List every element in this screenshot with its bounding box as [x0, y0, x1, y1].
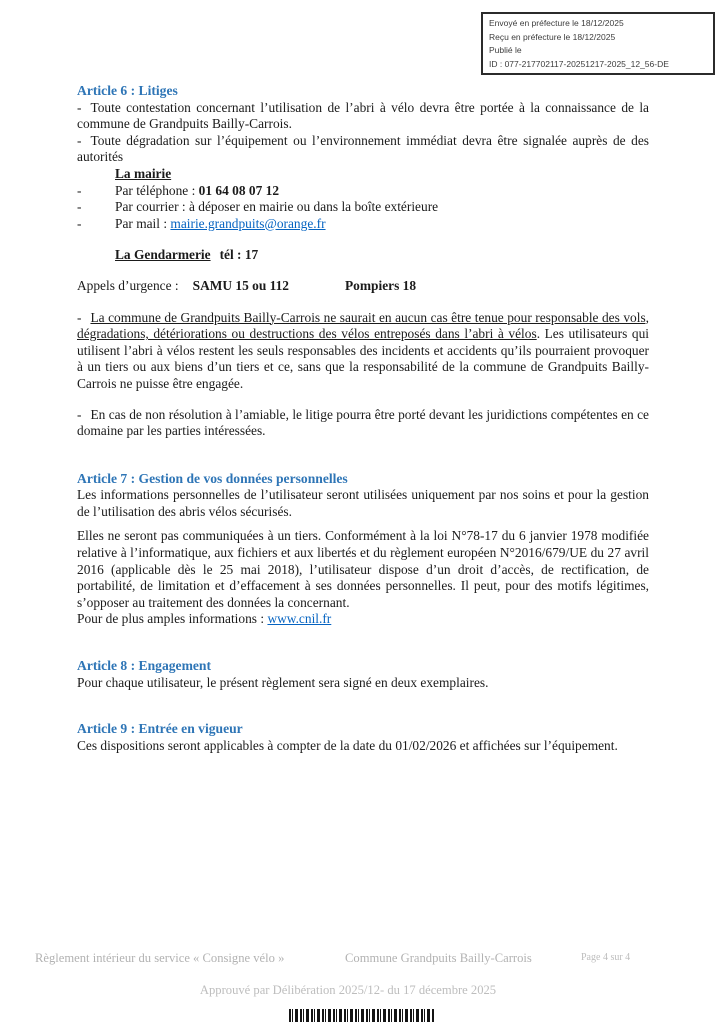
- contact-email-text: Par mail : mairie.grandpuits@orange.fr: [115, 215, 326, 231]
- litigation-text: En cas de non résolution à l’amiable, le litige pourra être porté devant les juridictions compétentes en ce domaine par les parties intéressées.: [77, 406, 649, 439]
- more-info-label: Pour de plus amples informations :: [77, 611, 268, 627]
- page-footer: [0, 951, 724, 969]
- article6-item1-text: Toute contestation concernant l’utilisation de l’abri à vélo devra être portée à la connaissance de la commune de Grandpuits Bailly-Carrois.: [77, 99, 649, 132]
- stamp-received-line: Reçu en préfecture le 18/12/2025: [489, 31, 616, 42]
- footer-approval-line: Approuvé par Délibération 2025/12- du 17 décembre 2025: [199, 983, 497, 997]
- phone-number: 01 64 08 07 12: [198, 182, 280, 198]
- gendarmerie-title: La Gendarmerie: [115, 247, 211, 263]
- footer-commune-name: Commune Grandpuits Bailly-Carrois: [345, 951, 532, 965]
- samu-number: SAMU 15 ou 112: [192, 277, 289, 293]
- emergency-label: Appels d’urgence :: [77, 277, 179, 293]
- responsibility-paragraph: [77, 310, 649, 393]
- footer-page-number: Page 4 sur 4: [581, 952, 631, 963]
- gendarmerie-tel: tél : 17: [219, 247, 259, 263]
- document-body: [77, 83, 649, 754]
- stamp-id-line: ID : 077-217702117-20251217-2025_12_56-DE: [489, 58, 669, 69]
- pompiers-number: Pompiers 18: [345, 277, 417, 293]
- article7-heading: Article 7 : Gestion de vos données personnelles: [77, 470, 348, 486]
- responsibility-rest: . Les utilisateurs qui utilisent l’abri à vélos restent les seuls responsables des incidents et accidents qu’ils pourraient provoquer à un tiers ou aux biens d’un tiers et ce, sans que la responsabilité de la commune de Grandpuits Bailly-Carrois ne puisse être engagée.: [77, 326, 649, 391]
- footer-document-title: Règlement intérieur du service « Consigne vélo »: [35, 951, 285, 965]
- article6-item-degradation: [77, 133, 649, 166]
- email-link[interactable]: mairie.grandpuits@orange.fr: [170, 215, 326, 231]
- gendarmerie-line: [115, 247, 649, 264]
- article6-heading: Article 6 : Litiges: [77, 83, 178, 98]
- contact-courrier-text: Par courrier : à déposer en mairie ou dans la boîte extérieure: [115, 199, 439, 215]
- mairie-title: La mairie: [115, 165, 172, 181]
- contact-phone-text: Par téléphone : 01 64 08 07 12: [115, 182, 280, 198]
- bullet-dash: -: [77, 199, 82, 215]
- contact-email-row: [77, 216, 649, 233]
- bullet-dash: -: [77, 215, 82, 231]
- contact-phone-row: [77, 183, 649, 200]
- barcode: [289, 1009, 434, 1022]
- bullet-dash: -: [77, 406, 82, 422]
- cnil-link[interactable]: www.cnil.fr: [267, 611, 332, 627]
- article7-more-info-line: [77, 611, 649, 628]
- contact-mail-postal-row: [77, 199, 649, 216]
- article6-item2-text: Toute dégradation sur l’équipement ou l’environnement immédiat devra être signalée auprès de des autorités: [77, 132, 649, 165]
- article9-paragraph: Ces dispositions seront applicables à compter de la date du 01/02/2026 et affichées sur l’équipement.: [77, 737, 618, 753]
- bullet-dash: -: [77, 132, 82, 148]
- article8-heading: Article 8 : Engagement: [77, 658, 212, 674]
- stamp-sent-line: Envoyé en préfecture le 18/12/2025: [489, 18, 624, 28]
- article7-paragraph1: Les informations personnelles de l’utilisateur seront utilisées uniquement par nos soins et pour la gestion de l’utilisation des abris vélos sécurisés.: [77, 487, 649, 519]
- article9-heading: Article 9 : Entrée en vigueur: [77, 721, 243, 737]
- bullet-dash: -: [77, 99, 82, 115]
- article7-paragraph2: Elles ne seront pas communiquées à un tiers. Conformément à la loi N°78-17 du 6 janvier 1978 modifiée relative à l’informatique, aux fichiers et aux libertés et du règlement européen N°2016/679/UE du 27 avril 2016 (applicable dès le 25 mai 2018), l’utilisateur dispose d’un droit d’accès, de rectification, de portabilité, de limitation et d’effacement à ses données personnelles. Il peut, pour des motifs légitimes, s’opposer au traitement des données la concernant.: [77, 528, 649, 610]
- emergency-line: [77, 278, 649, 295]
- stamp-published-line: Publié le: [489, 45, 522, 56]
- bullet-dash: -: [77, 182, 82, 198]
- litigation-paragraph: [77, 407, 649, 440]
- article8-paragraph: Pour chaque utilisateur, le présent règlement sera signé en deux exemplaires.: [77, 674, 489, 690]
- bullet-dash: -: [77, 309, 82, 325]
- responsibility-underlined: La commune de Grandpuits Bailly-Carrois ne saurait en aucun cas être tenue pour responsable des vols, dégradations, détériorations ou destructions des vélos entreposés dans l’abri à vélos: [77, 309, 649, 342]
- prefecture-stamp: [481, 12, 715, 75]
- article6-item-contestation: [77, 100, 649, 133]
